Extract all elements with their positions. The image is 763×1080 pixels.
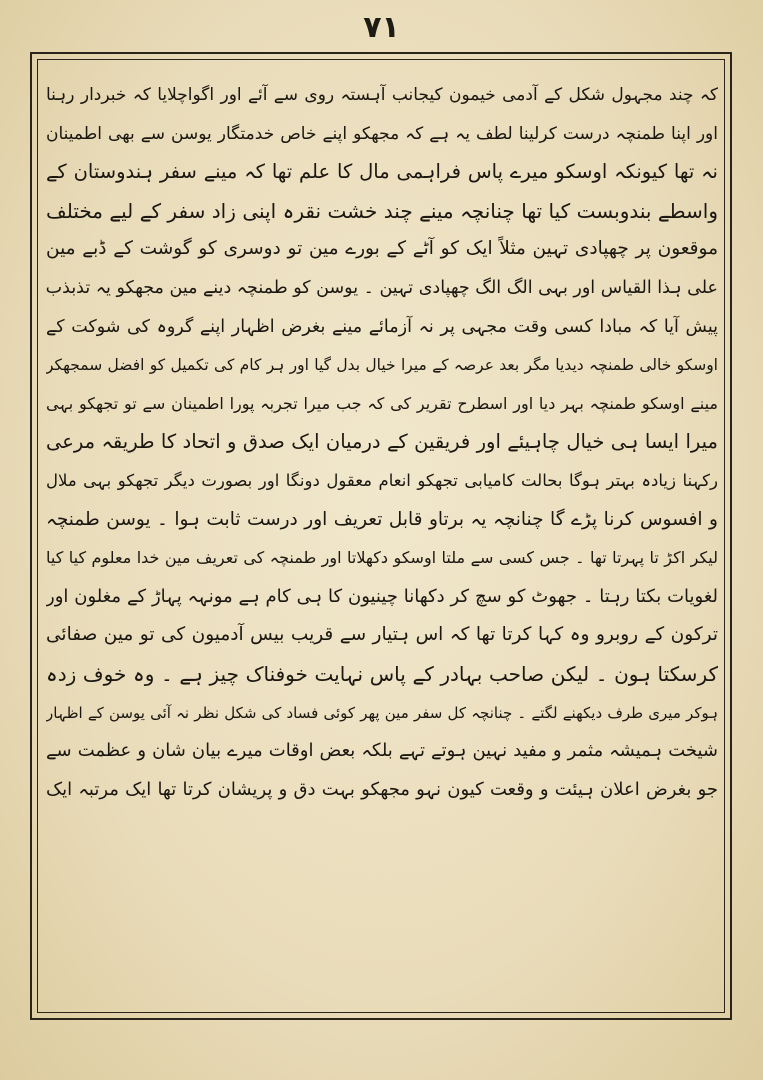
text-line: ہوکر میری طرف دیکھنے لگتے ۔ چنانچہ کل سفر مین پھر کوئی فساد کی شکل نظر نہ آئی یوسن کے اظہار <box>46 703 718 722</box>
text-line: پیش آیا کہ مبادا کسی وقت مجہی پر نہ آزمائے مینے بغرض اظہار اپنے گروہ کی شوکت کے <box>46 316 718 337</box>
text-line: کہ چند مجہول شکل کے آدمی خیمون کیجانب آہستہ روی سے آئے اور اگواچلایا کہ خبردار رہنا <box>46 85 718 105</box>
text-line: مینے اوسکو طمنچہ بہر دیا اور اسطرح تقریر کی کہ جب میرا تجربہ پورا اطمینان سے تو تجھکو بہی <box>46 393 718 413</box>
text-line: میرا ایسا ہی خیال چاہیئے اور فریقین کے درمیان ایک صدق و اتحاد کا طریقہ مرعی <box>46 430 718 454</box>
text-line: جو بغرض اعلان ہیئت و وقعت کیون نہو مجھکو بہت دق و پریشان کرتا تھا ایک مرتبہ ایک <box>46 778 718 800</box>
text-line: کرسکتا ہون ۔ لیکن صاحب بہادر کے پاس نہایت خوفناک چیز ہے ۔ وہ خوف زدہ <box>46 661 718 686</box>
text-line: لیکر اکڑ تا پہرتا تھا ۔ جس کسی سے ملتا اوسکو دکھلاتا اور طمنچہ کی تعریف مین خدا معلوم کیا کیا <box>46 548 718 568</box>
text-line: رکہنا زیادہ بہتر ہوگا بحالت کامیابی تجھکو انعام معقول دونگا اور بصورت دیگر تجھکو بہی ملال <box>46 470 718 490</box>
text-line: ترکون کے روبرو وہ کہا کرتا تھا کہ اس ہتیار سے قریب بیس آدمیون کی تو مین صفائی <box>46 624 718 646</box>
page-number: ۷۱ <box>363 10 400 45</box>
text-line: علی ہذا القیاس اور بہی الگ الگ چھپادی تہین ۔ یوسن کو طمنچہ دینے مین مجھکو یہ تذبذب <box>46 277 718 298</box>
text-line: شیخت ہمیشہ مثمر و مفید نہین ہوتے تہے بلکہ بعض اوقات میرے بیان شان و عظمت سے <box>46 740 718 762</box>
text-line: و افسوس کرنا پڑے گا چنانچہ یہ برتاو قابل تعریف اور درست ثابت ہوا ۔ یوسن طمنچہ <box>46 508 718 530</box>
text-line: اوسکو خالی طمنچہ دیدیا مگر بعد عرصہ کے میرا خیال بدل گیا اور ہر کام کی تکمیل کو افضل سمجھکر <box>46 356 718 375</box>
text-line: واسطے بندوبست کیا تھا چنانچہ مینے چند خشت نقرہ اپنی زاد سفر کے لیے مختلف <box>46 198 718 223</box>
text-line: اور اپنا طمنچہ درست کرلینا لطف یہ ہے کہ مجھکو اپنے خاص خدمتگار یوسن سے بھی اطمینان <box>46 123 718 144</box>
text-line: موقعون پر چھپادی تہین مثلاً ایک کو آٹے کے بورے مین تو دوسری کو گوشت کے ڈبے مین <box>46 238 718 260</box>
body-text <box>46 76 718 1012</box>
text-line: نہ تھا کیونکہ اوسکو میرے پاس فراہمی مال کا علم تھا کہ مینے سفر ہندوستان کے <box>46 160 718 184</box>
text-line: لغویات بکتا رہتا ۔ جھوٹ کو سچ کر دکھانا چینیون کا ہی کام ہے مونہہ پہاڑ کے مغلون اور <box>46 585 718 607</box>
